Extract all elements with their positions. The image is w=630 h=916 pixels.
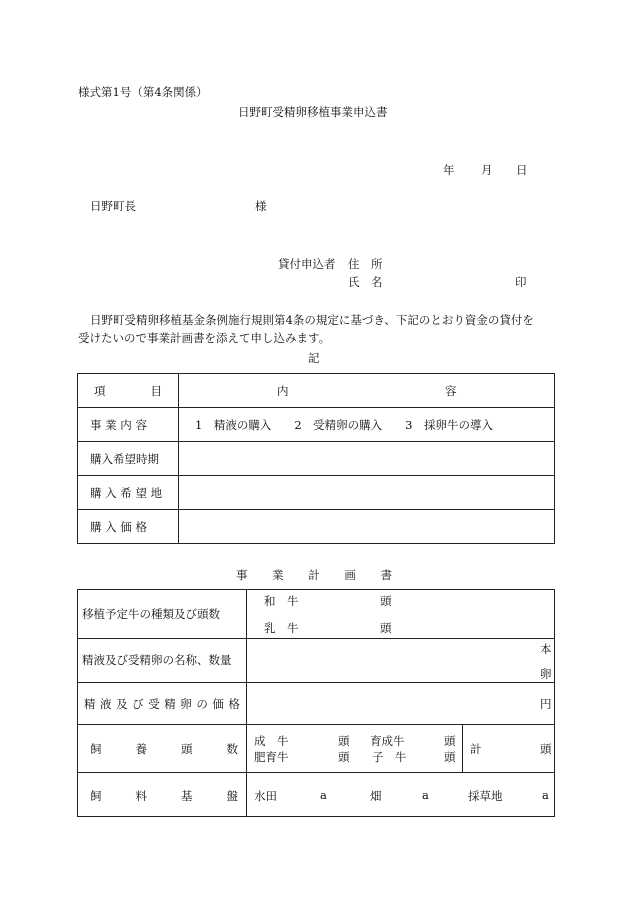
date-day: 日	[516, 163, 528, 177]
header-content-cell	[179, 374, 555, 408]
ki-label: 記	[308, 351, 320, 365]
ikuseigyu-unit: 頭	[444, 734, 456, 748]
header-content-char: 容	[445, 383, 457, 398]
wagyu-unit: 頭	[380, 594, 392, 608]
row-value[interactable]	[179, 476, 555, 510]
semen-embryo-label: 精液及び受精卵の名称、数量	[82, 653, 232, 667]
application-table	[77, 373, 555, 544]
plan-title: 事 業 計 画 書	[236, 568, 392, 582]
embryo-unit: 卵	[540, 667, 552, 681]
seigyu-unit: 頭	[338, 734, 350, 748]
addressee-name: 日野町長	[90, 199, 136, 213]
ikuseigyu-label: 育成牛	[370, 734, 405, 748]
form-number: 様式第1号（第4条関係）	[78, 85, 208, 99]
date-month: 月	[481, 163, 493, 177]
paddy-unit: a	[320, 788, 327, 802]
row-label: 購入希望時期	[78, 442, 179, 476]
row-label: 購 入 希 望 地	[78, 476, 179, 510]
body-line-1: 日野町受精卵移植基金条例施行規則第4条の規定に基づき、下記のとおり資金の貸付を	[90, 313, 534, 327]
applicant-role: 貸付申込者	[278, 257, 336, 271]
table-row	[78, 476, 555, 510]
price-unit: 円	[540, 697, 552, 711]
seal-mark: 印	[515, 275, 527, 289]
addressee-honorific: 様	[255, 199, 267, 213]
feed-base-label: 飼 料 基 盤	[90, 789, 238, 803]
koushi-label: 子 牛	[372, 750, 407, 764]
row-value[interactable]	[179, 510, 555, 544]
page-title: 日野町受精卵移植事業申込書	[238, 105, 388, 119]
field-unit: a	[422, 788, 429, 802]
row-value[interactable]	[179, 442, 555, 476]
wagyu-label: 和 牛	[264, 594, 299, 608]
header-content-char: 内	[277, 383, 289, 398]
nyugyu-label: 乳 牛	[264, 621, 299, 635]
koushi-unit: 頭	[444, 750, 456, 764]
nyugyu-unit: 頭	[380, 621, 392, 635]
body-line-2: 受けたいので事業計画書を添えて申し込みます。	[78, 331, 331, 345]
total-unit: 頭	[540, 742, 552, 756]
row-value: 1 精液の購入 2 受精卵の購入 3 採卵牛の導入	[179, 408, 555, 442]
seigyu-label: 成 牛	[254, 734, 289, 748]
semen-unit: 本	[540, 642, 552, 656]
table-row	[78, 510, 555, 544]
row-label: 事 業 内 容	[78, 408, 179, 442]
table-row	[78, 442, 555, 476]
field-label: 畑	[370, 789, 382, 803]
hiikugyu-label: 肥育牛	[254, 750, 289, 764]
address-label: 住 所	[348, 257, 383, 271]
total-label: 計	[470, 742, 482, 756]
meadow-unit: a	[542, 788, 549, 802]
header-item-char: 項	[94, 383, 106, 398]
name-label: 氏 名	[348, 275, 383, 289]
planned-cattle-label: 移植予定牛の種類及び頭数	[82, 607, 220, 621]
date-year: 年	[443, 163, 455, 177]
header-item-char: 目	[150, 383, 162, 398]
price-label: 精 液 及 び 受 精 卵 の 価 格	[84, 697, 240, 711]
table-row	[78, 408, 555, 442]
meadow-label: 採草地	[468, 789, 503, 803]
herd-size-label: 飼 養 頭 数	[90, 742, 238, 756]
row-label: 購 入 価 格	[78, 510, 179, 544]
header-item-cell	[78, 374, 179, 408]
business-plan-table	[77, 589, 555, 817]
hiikugyu-unit: 頭	[338, 750, 350, 764]
paddy-label: 水田	[254, 789, 277, 803]
